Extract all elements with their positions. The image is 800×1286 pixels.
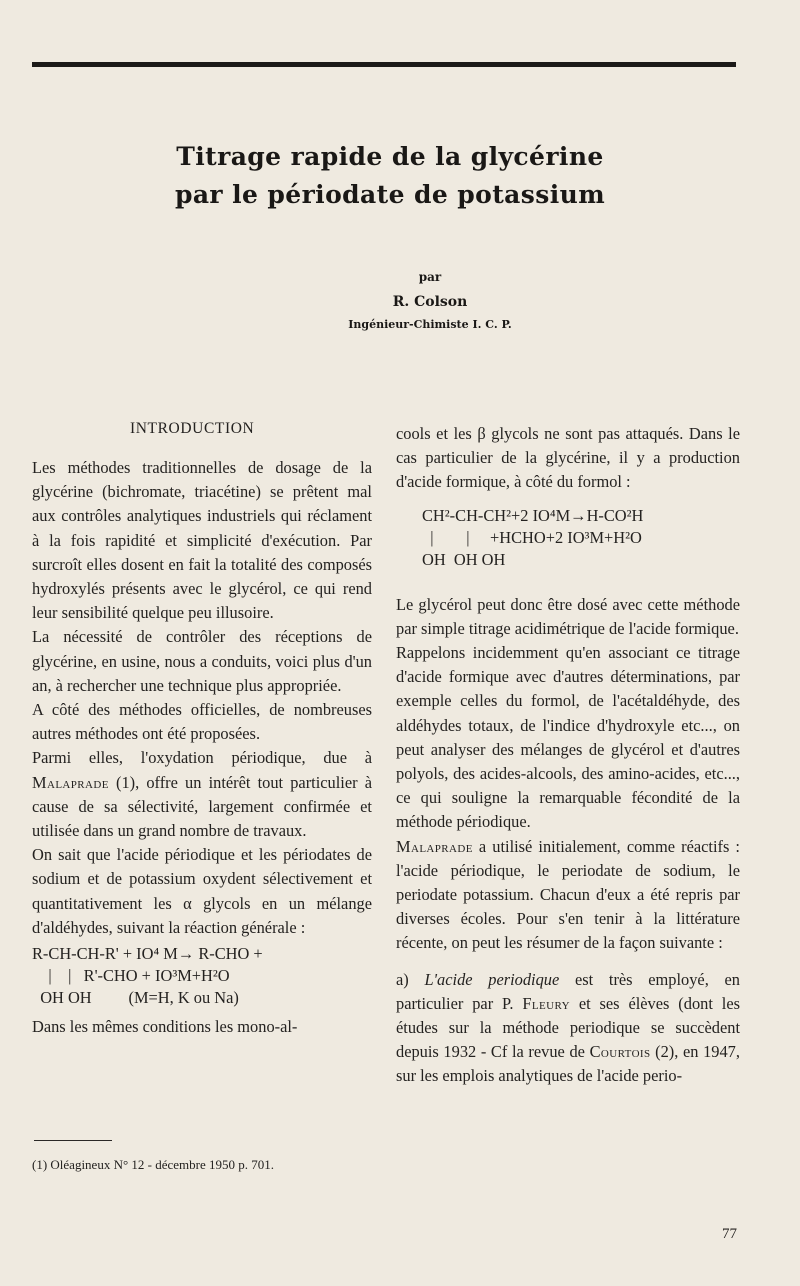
paragraph-methods: Les méthodes traditionnelles de dosage de la glycérine (bichromate, triacétine) se prêtent mal aux contrôles analytiques industriels qui réclament à la fois rapidité et simplicité d'exécution. Par surcroît elles dosent en fait la totalité des composés hydroxylés présents avec le glycérol, ce qui rend leur sensibilité quelque peu illusoire. — [32, 458, 372, 623]
author-role: Ingénieur-Chimiste I. C. P. — [348, 318, 512, 331]
left-column — [32, 456, 372, 1039]
text-segment: a utilisé initialement, comme réactifs : l'acide périodique, le periodate de sodium, le periodate potassium. Chacun d'eux a été repris par diverses écoles. Pour s'en tenir à la littérature récente, on peut les résumer de la façon suivante : — [396, 836, 740, 953]
author-ref-fleury: Fleury — [522, 993, 570, 1013]
text-segment: est très employé, en particulier par P. — [396, 969, 740, 1013]
paragraph-beta-glycols: cools et les β glycols ne sont pas attaqués. Dans le cas particulier de la glycérine, il y a production d'acide formique, à côté du formol : — [396, 424, 740, 492]
text-segment: (2), en 1947, sur les emplois analytiques de l'acide perio- — [396, 1042, 740, 1086]
footnote-1: (1) Oléagineux N° 12 - décembre 1950 p. 701. — [32, 1157, 275, 1172]
paragraph-glycerol-titration: Le glycérol peut donc être dosé avec cette méthode par simple titrage acidimétrique de l'acide formique. — [396, 594, 740, 638]
text-segment: et ses élèves (dont les études sur la méthode periodique se succèdent depuis 1932 - Cf la revue de — [396, 993, 740, 1062]
footnote-rule — [34, 1140, 112, 1141]
author-ref-courtois: Courtois — [589, 1042, 651, 1062]
paragraph-reagents — [396, 835, 740, 956]
paragraph-periodic-oxidation — [32, 746, 372, 843]
reaction-formula-general: R-CH-CH-R' + IO⁴ M→ R-CHO + | | R'-CHO + IO³M+H²O OH OH (M=H, K ou Na) — [32, 944, 263, 1008]
list-marker-a: a) — [396, 969, 409, 989]
paragraph-mono-alcohols: Dans les mêmes conditions les mono-al- — [32, 1017, 298, 1037]
author-name: R. Colson — [392, 294, 468, 310]
right-column — [396, 422, 740, 1089]
text-segment: (1), offre un intérêt tout particulier à cause de sa sélectivité, largement confirmée et utilisée dans un grand nombre de travaux. — [32, 772, 372, 841]
page-number: 77 — [722, 1226, 737, 1242]
author-ref-malaprade: Malaprade — [32, 772, 109, 792]
byline-par: par — [418, 270, 442, 284]
paragraph-formic-acid: Rappelons incidemment qu'en associant ce titrage d'acide formique avec d'autres déterminations, par exemple celles du formol, de l'acétaldéhyde, des aldéhydes totaux, de l'indice d'hydroxyle etc..., on peut analyser des mélanges de glycérol et d'autres polyols, des acides-alcools, des amino-acides, etc..., ce qui souligne la remarquable fécondité de la méthode périodique. — [396, 643, 740, 832]
author-ref-malaprade: Malaprade — [396, 836, 473, 856]
reaction-formula-glycerine: CH²-CH-CH²+2 IO⁴M→H-CO²H | | +HCHO+2 IO³M+H²O OH OH OH — [422, 505, 644, 569]
paragraph-official-methods: A côté des méthodes officielles, de nombreuses autres méthodes ont été proposées. — [32, 700, 372, 744]
section-heading-introduction: INTRODUCTION — [130, 420, 255, 437]
italic-term: L'acide periodique — [424, 969, 560, 989]
top-rule — [32, 62, 736, 67]
article-title-line-2: par le périodate de potassium — [174, 180, 606, 209]
paragraph-periodic-acid — [396, 968, 740, 1089]
article-title-line-1: Titrage rapide de la glycérine — [176, 142, 604, 171]
paragraph-necessity: La nécessité de contrôler des réceptions de glycérine, en usine, nous a conduits, voici plus d'un an, à rechercher une technique plus appropriée. — [32, 627, 372, 695]
paragraph-alpha-glycols: On sait que l'acide périodique et les périodates de sodium et de potassium oxydent sélectivement et quantitativement les α glycols en un mélange d'aldéhydes, suivant la réaction générale : — [32, 845, 372, 937]
text-segment: Parmi elles, l'oxydation périodique, due à — [32, 748, 372, 768]
